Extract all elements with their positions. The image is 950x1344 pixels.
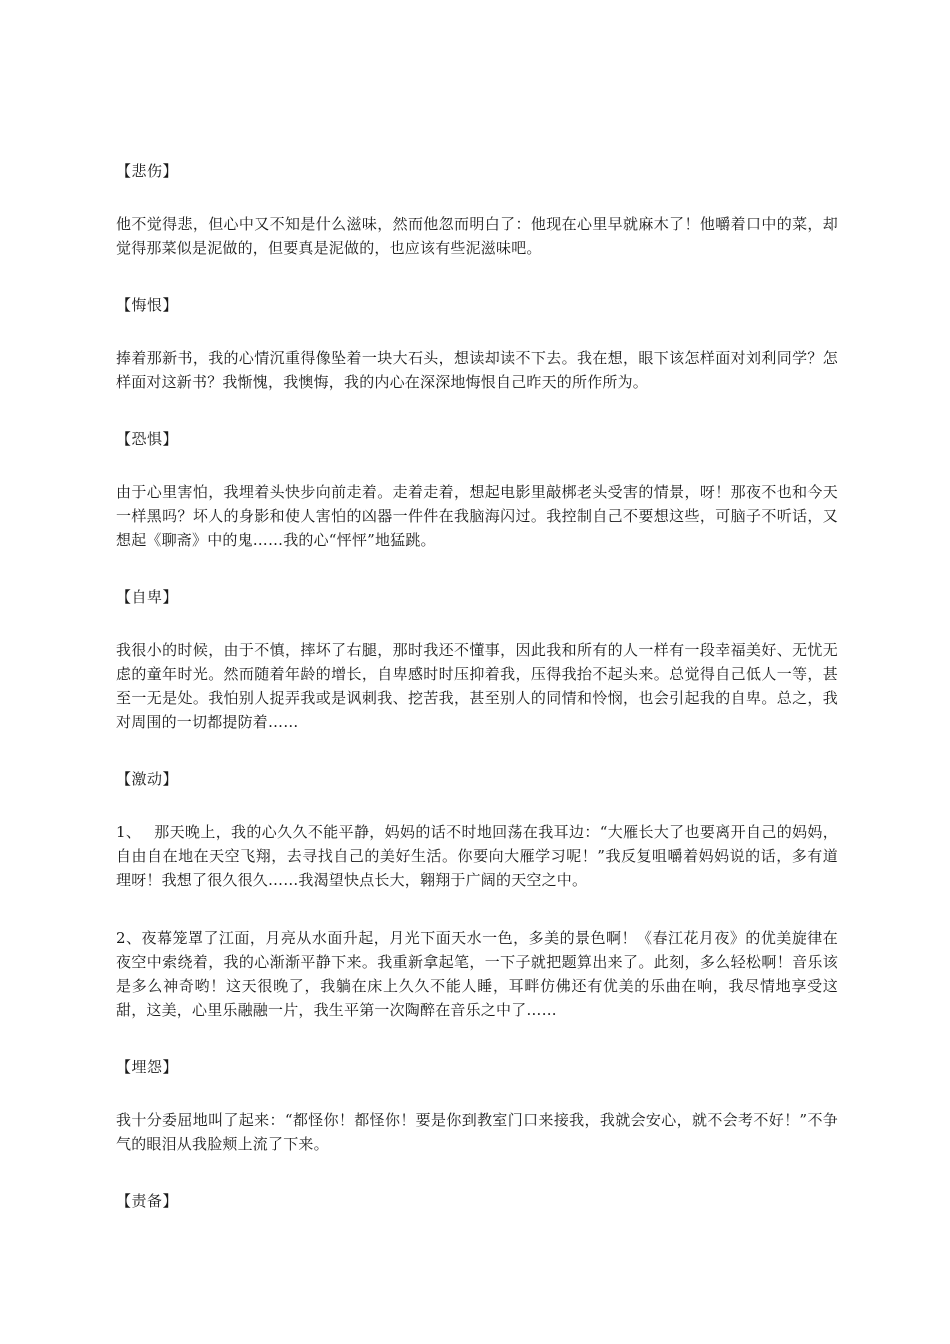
section-heading: 【激动】 — [116, 770, 179, 788]
section-reproach — [116, 1190, 838, 1212]
section-paragraph: 捧着那新书，我的心情沉重得像坠着一块大石头，想读却读不下去。我在想，眼下该怎样面对刘利同学？怎样面对这新书？我惭愧，我懊悔，我的内心在深深地悔恨自己昨天的所作所为。 — [116, 349, 838, 391]
section-inferiority — [116, 586, 838, 768]
section-regret — [116, 294, 838, 428]
section-heading: 【责备】 — [116, 1192, 179, 1210]
section-paragraph: 他不觉得悲，但心中又不知是什么滋味，然而他忽而明白了：他现在心里早就麻木了！他嚼着口中的菜，却觉得那菜似是泥做的，但要真是泥做的，也应该有些泥滋味吧。 — [116, 215, 838, 257]
section-complaint — [116, 1056, 838, 1190]
section-paragraph: 我十分委屈地叫了起来：“都怪你！都怪你！要是你到教室门口来接我，我就会安心，就不会考不好！”不争气的眼泪从我脸颊上流了下来。 — [116, 1111, 838, 1153]
section-heading: 【恐惧】 — [116, 430, 179, 448]
section-paragraph: 由于心里害怕，我埋着头快步向前走着。走着走着，想起电影里敲梆老头受害的情景，呀！那夜不也和今天一样黑吗？坏人的身影和使人害怕的凶器一件件在我脑海闪过。我控制自己不要想这些，可脑子不听话，又想起《聊斋》中的鬼……我的心“怦怦”地猛跳。 — [116, 483, 838, 549]
section-paragraph: 2、夜幕笼罩了江面，月亮从水面升起，月光下面天水一色，多美的景色啊！《春江花月夜》的优美旋律在夜空中索绕着，我的心渐渐平静下来。我重新拿起笔，一下子就把题算出来了。此刻，多么轻松啊！音乐该是多么神奇哟！这天很晚了，我躺在床上久久不能人睡，耳畔仿佛还有优美的乐曲在响，我尽情地享受这甜，这美，心里乐融融一片，我生平第一次陶醉在音乐之中了…… — [116, 929, 838, 1019]
section-heading: 【埋怨】 — [116, 1058, 179, 1076]
section-excitement — [116, 768, 838, 1056]
section-heading: 【悔恨】 — [116, 296, 179, 314]
section-paragraph: 1、 那天晚上，我的心久久不能平静，妈妈的话不时地回荡在我耳边：“大雁长大了也要离开自己的妈妈，自由自在地在天空飞翔，去寻找自己的美好生活。你要向大雁学习呢！”我反复咀嚼着妈妈说的话，多有道理呀！我想了很久很久……我渴望快点长大，翱翔于广阔的天空之中。 — [116, 823, 838, 889]
document-body — [116, 160, 838, 1212]
section-heading: 【悲伤】 — [116, 162, 179, 180]
section-paragraph: 我很小的时候，由于不慎，摔坏了右腿，那时我还不懂事，因此我和所有的人一样有一段幸福美好、无忧无虑的童年时光。然而随着年龄的增长，自卑感时时压抑着我，压得我抬不起头来。总觉得自己低人一等，甚至一无是处。我怕别人捉弄我或是讽刺我、挖苦我，甚至别人的同情和怜悯，也会引起我的自卑。总之，我对周围的一切都提防着…… — [116, 641, 838, 731]
section-heading: 【自卑】 — [116, 588, 179, 606]
section-fear — [116, 428, 838, 586]
section-sadness — [116, 160, 838, 294]
